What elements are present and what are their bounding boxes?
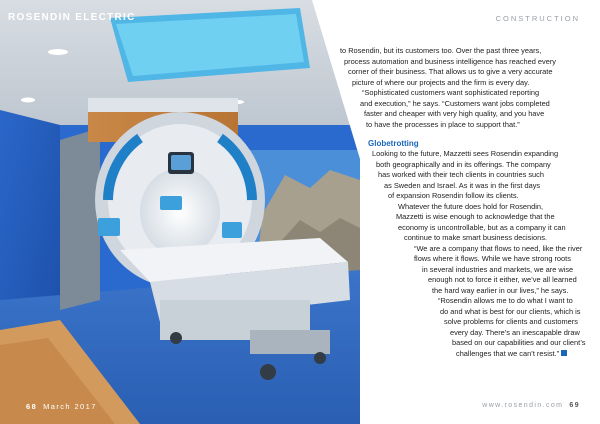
- body-line: flows where it flows. While we have strong roots: [414, 254, 571, 263]
- body-line: solve problems for clients and customers: [444, 317, 578, 326]
- body-line: “Rosendin allows me to do what I want to: [438, 296, 573, 305]
- body-line: Looking to the future, Mazzetti sees Rosendin expanding: [372, 149, 559, 158]
- footer-left: [26, 402, 97, 411]
- section-label: CONSTRUCTION: [495, 14, 580, 23]
- body-line: corner of their business. That allows us to give a very accurate: [348, 67, 553, 76]
- body-line: to Rosendin, but its customers too. Over the past three years,: [340, 46, 542, 55]
- body-line: has worked with their tech clients in countries such: [378, 170, 544, 179]
- end-of-article-icon: [561, 350, 567, 356]
- body-line: as Sweden and Israel. As it was in the first days: [384, 180, 541, 190]
- body-line-text: challenges that we can’t resist.”: [456, 348, 560, 358]
- website-url: www.rosendin.com: [482, 402, 564, 409]
- body-line: every day. There’s an inescapable draw: [450, 327, 580, 337]
- page-number-left: 68: [26, 402, 38, 411]
- section-subhead: Globetrotting: [368, 139, 419, 148]
- body-line: to have the processes in place to support that.”: [366, 119, 520, 129]
- body-line: the hard way earlier in our lives,” he says.: [432, 285, 569, 295]
- page-number-right: 69: [569, 402, 580, 409]
- body-line: process automation and business intelligence has reached every: [344, 56, 556, 66]
- body-line: in several industries and markets, we are wise: [422, 264, 574, 274]
- body-line: do and what is best for our clients, which is: [440, 306, 581, 316]
- body-line: continue to make smart business decisions.: [404, 233, 547, 242]
- article-text: [316, 46, 592, 359]
- body-line: enough not to force it either, we’ve all learned: [428, 275, 577, 284]
- footer-right: [482, 402, 580, 409]
- body-line: economy is uncontrollable, but as a company it can: [398, 222, 566, 232]
- body-line: based on our capabilities and our client’s: [452, 338, 586, 347]
- body-line: Mazzetti is wise enough to acknowledge that the: [396, 212, 555, 221]
- brand-header: ROSENDIN ELECTRIC: [8, 12, 136, 23]
- body-line: picture of where our projects and the firm is every day.: [352, 77, 530, 87]
- body-line: and execution,” he says. “Customers want jobs completed: [360, 98, 550, 108]
- issue-date: March 2017: [43, 402, 97, 411]
- body-line: “Sophisticated customers want sophisticated reporting: [362, 88, 540, 97]
- body-line-last: [316, 349, 592, 360]
- body-line: “We are a company that flows to need, like the river: [414, 243, 583, 253]
- body-line: faster and cheaper with very high quality, and you have: [364, 109, 545, 118]
- body-line: both geographically and in its offerings. The company: [376, 159, 551, 169]
- body-line: Whatever the future does hold for Rosendin,: [398, 201, 544, 211]
- body-line: of expansion Rosendin follow its clients.: [388, 191, 519, 200]
